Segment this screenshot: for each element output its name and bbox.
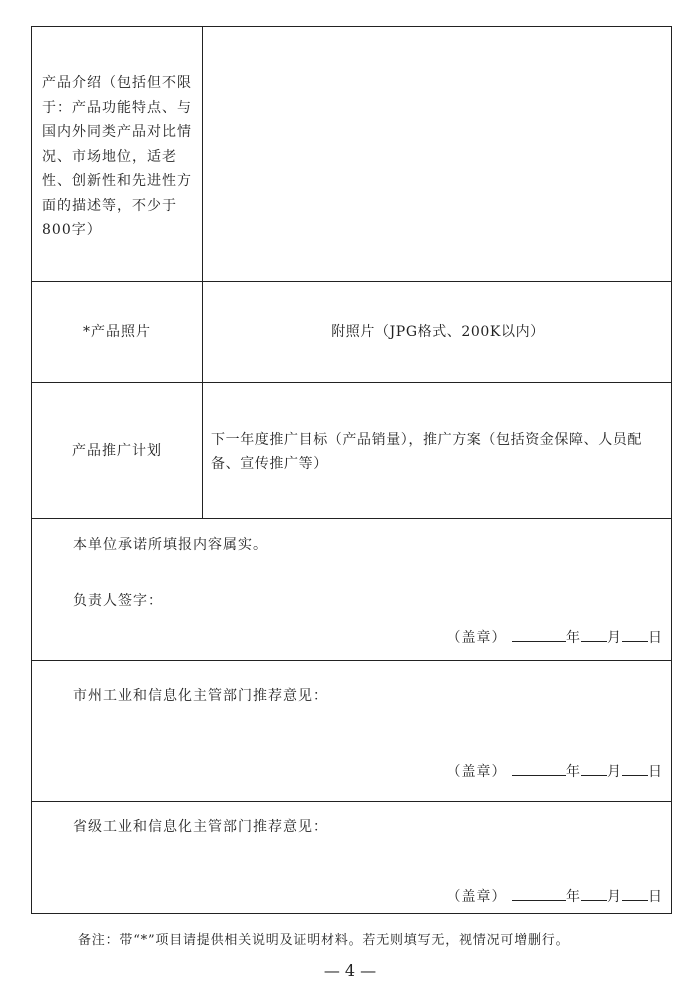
month-label: 月: [607, 764, 622, 780]
year-label: 年: [566, 889, 581, 905]
row-divider: [32, 660, 671, 661]
product-photo-label: *产品照片: [83, 324, 151, 340]
signature-label: 负责人签字：: [73, 593, 163, 609]
product-intro-label: 产品介绍（包括但不限于：产品功能特点、与国内外同类产品对比情况、市场地位，适老性、创新性和先进性方面的描述等，不少于800字）: [42, 75, 192, 238]
city-stamp-date: [447, 761, 663, 781]
commitment-stamp-date: [447, 627, 663, 647]
year-blank[interactable]: [512, 761, 566, 776]
application-form-table: [31, 26, 672, 914]
month-blank[interactable]: [581, 761, 607, 776]
province-stamp-date: [447, 886, 663, 906]
stamp-label: （盖章）: [446, 889, 507, 905]
month-blank[interactable]: [581, 627, 607, 642]
city-opinion-label: 市州工业和信息化主管部门推荐意见：: [73, 688, 328, 704]
year-label: 年: [566, 764, 581, 780]
footnote: 备注：带“*”项目请提供相关说明及证明材料。若无则填写无，视情况可增删行。: [78, 933, 570, 948]
row-divider: [32, 518, 671, 519]
day-label: 日: [648, 630, 663, 646]
year-label: 年: [566, 630, 581, 646]
stamp-label: （盖章）: [446, 764, 507, 780]
page-number: — 4 —: [323, 961, 377, 980]
commitment-statement: 本单位承诺所填报内容属实。: [73, 537, 268, 553]
row-divider: [32, 382, 671, 383]
year-blank[interactable]: [512, 627, 566, 642]
product-intro-field[interactable]: [203, 27, 673, 281]
day-blank[interactable]: [622, 886, 648, 901]
promotion-plan-field[interactable]: 下一年度推广目标（产品销量），推广方案（包括资金保障、人员配备、宣传推广等）: [211, 432, 642, 472]
product-photo-field[interactable]: 附照片（JPG格式、200K以内）: [331, 324, 545, 340]
province-opinion-label: 省级工业和信息化主管部门推荐意见：: [73, 819, 328, 835]
day-blank[interactable]: [622, 627, 648, 642]
stamp-label: （盖章）: [446, 630, 507, 646]
row-divider: [32, 281, 671, 282]
day-blank[interactable]: [622, 761, 648, 776]
month-label: 月: [607, 889, 622, 905]
day-label: 日: [648, 764, 663, 780]
month-label: 月: [607, 630, 622, 646]
month-blank[interactable]: [581, 886, 607, 901]
promotion-plan-label: 产品推广计划: [72, 443, 162, 459]
year-blank[interactable]: [512, 886, 566, 901]
day-label: 日: [648, 889, 663, 905]
row-divider: [32, 801, 671, 802]
